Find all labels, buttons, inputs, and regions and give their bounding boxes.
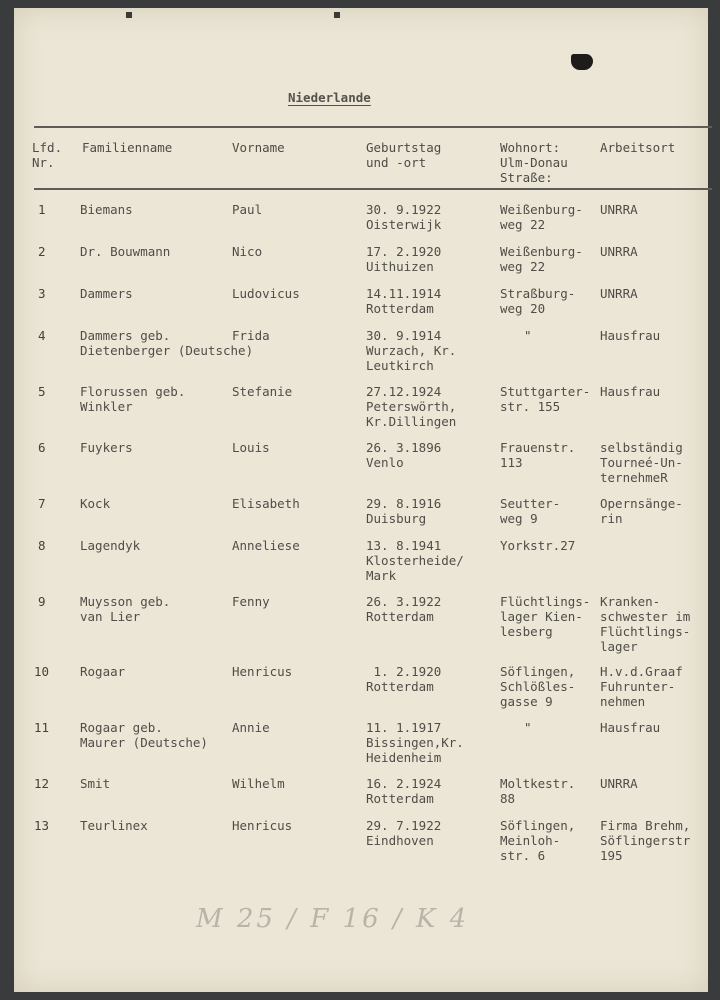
cell-nr: 4 [38, 328, 46, 343]
cell-familienname: Dammers [80, 286, 133, 301]
header-wohnort: Wohnort: Ulm-Donau Straße: [500, 140, 568, 185]
cell-wohnort: " [524, 328, 532, 343]
cell-geburt: 14.11.1914 Rotterdam [366, 286, 442, 316]
cell-arbeitsort: Kranken- schwester im Flüchtlings- lager [600, 594, 691, 654]
cell-familienname: Fuykers [80, 440, 133, 455]
cell-geburt: 26. 3.1922 Rotterdam [366, 594, 442, 624]
cell-familienname: Kock [80, 496, 111, 511]
cell-arbeitsort: Hausfrau [600, 328, 661, 343]
cell-arbeitsort: UNRRA [600, 286, 638, 301]
cell-nr: 2 [38, 244, 46, 259]
cell-geburt: 13. 8.1941 Klosterheide/ Mark [366, 538, 464, 583]
cell-arbeitsort: UNRRA [600, 202, 638, 217]
cell-arbeitsort: H.v.d.Graaf Fuhrunter- nehmen [600, 664, 683, 709]
cell-wohnort: Stuttgarter- str. 155 [500, 384, 591, 414]
corner-speck [126, 12, 132, 18]
cell-vorname: Stefanie [232, 384, 293, 399]
cell-geburt: 26. 3.1896 Venlo [366, 440, 442, 470]
cell-arbeitsort: Firma Brehm, Söflingerstr 195 [600, 818, 691, 863]
cell-nr: 11 [34, 720, 50, 735]
cell-nr: 3 [38, 286, 46, 301]
cell-nr: 7 [38, 496, 46, 511]
cell-vorname: Fenny [232, 594, 270, 609]
table-header-rule [34, 188, 712, 190]
cell-familienname: Smit [80, 776, 111, 791]
cell-geburt: 11. 1.1917 Bissingen,Kr. Heidenheim [366, 720, 464, 765]
corner-speck [334, 12, 340, 18]
header-vorname: Vorname [232, 140, 285, 155]
cell-wohnort: Söflingen, Meinloh- str. 6 [500, 818, 576, 863]
cell-wohnort: Yorkstr.27 [500, 538, 576, 553]
header-arbeitsort: Arbeitsort [600, 140, 676, 155]
cell-vorname: Frida [232, 328, 270, 343]
cell-vorname: Ludovicus [232, 286, 300, 301]
cell-wohnort: Flüchtlings- lager Kien- lesberg [500, 594, 591, 639]
cell-nr: 13 [34, 818, 50, 833]
cell-wohnort: Söflingen, Schlößles- gasse 9 [500, 664, 576, 709]
cell-wohnort: Frauenstr. 113 [500, 440, 576, 470]
cell-nr: 5 [38, 384, 46, 399]
cell-vorname: Annie [232, 720, 270, 735]
cell-nr: 1 [38, 202, 46, 217]
cell-familienname: Biemans [80, 202, 133, 217]
cell-geburt: 30. 9.1914 Wurzach, Kr. Leutkirch [366, 328, 457, 373]
header-familienname: Familienname [82, 140, 173, 155]
cell-geburt: 29. 8.1916 Duisburg [366, 496, 442, 526]
cell-arbeitsort: UNRRA [600, 776, 638, 791]
page-title: Niederlande [288, 90, 371, 105]
cell-wohnort: Seutter- weg 9 [500, 496, 561, 526]
cell-wohnort: Straßburg- weg 20 [500, 286, 576, 316]
cell-wohnort: Weißenburg- weg 22 [500, 244, 583, 274]
cell-vorname: Paul [232, 202, 263, 217]
table-top-rule [34, 126, 712, 128]
cell-vorname: Nico [232, 244, 263, 259]
document-page [14, 8, 708, 992]
cell-vorname: Henricus [232, 818, 293, 833]
header-lfd-nr: Lfd. Nr. [32, 140, 63, 170]
cell-vorname: Henricus [232, 664, 293, 679]
cell-vorname: Wilhelm [232, 776, 285, 791]
cell-familienname: Dr. Bouwmann [80, 244, 171, 259]
cell-geburt: 16. 2.1924 Rotterdam [366, 776, 442, 806]
cell-familienname: Rogaar [80, 664, 126, 679]
cell-nr: 12 [34, 776, 50, 791]
cell-wohnort: Weißenburg- weg 22 [500, 202, 583, 232]
cell-familienname: Teurlinex [80, 818, 148, 833]
cell-geburt: 27.12.1924 Peterswörth, Kr.Dillingen [366, 384, 457, 429]
cell-familienname: Dammers geb. Dietenberger (Deutsche) [80, 328, 254, 358]
cell-arbeitsort: Hausfrau [600, 384, 661, 399]
punch-hole [571, 54, 593, 70]
cell-arbeitsort: Hausfrau [600, 720, 661, 735]
cell-wohnort: " [524, 720, 532, 735]
cell-familienname: Lagendyk [80, 538, 141, 553]
handwritten-note: M 25 / F 16 / K 4 [196, 904, 470, 934]
cell-vorname: Anneliese [232, 538, 300, 553]
cell-geburt: 1. 2.1920 Rotterdam [366, 664, 442, 694]
cell-vorname: Louis [232, 440, 270, 455]
cell-arbeitsort: selbständig Tourneé-Un- ternehmeR [600, 440, 683, 485]
cell-familienname: Florussen geb. Winkler [80, 384, 186, 414]
cell-nr: 8 [38, 538, 46, 553]
cell-familienname: Muysson geb. van Lier [80, 594, 171, 624]
cell-geburt: 30. 9.1922 Oisterwijk [366, 202, 442, 232]
cell-vorname: Elisabeth [232, 496, 300, 511]
cell-nr: 9 [38, 594, 46, 609]
cell-geburt: 17. 2.1920 Uithuizen [366, 244, 442, 274]
header-geburt: Geburtstag und -ort [366, 140, 442, 170]
cell-nr: 10 [34, 664, 50, 679]
cell-geburt: 29. 7.1922 Eindhoven [366, 818, 442, 848]
cell-familienname: Rogaar geb. Maurer (Deutsche) [80, 720, 208, 750]
cell-arbeitsort: UNRRA [600, 244, 638, 259]
cell-wohnort: Moltkestr. 88 [500, 776, 576, 806]
cell-arbeitsort: Opernsänge- rin [600, 496, 683, 526]
cell-nr: 6 [38, 440, 46, 455]
